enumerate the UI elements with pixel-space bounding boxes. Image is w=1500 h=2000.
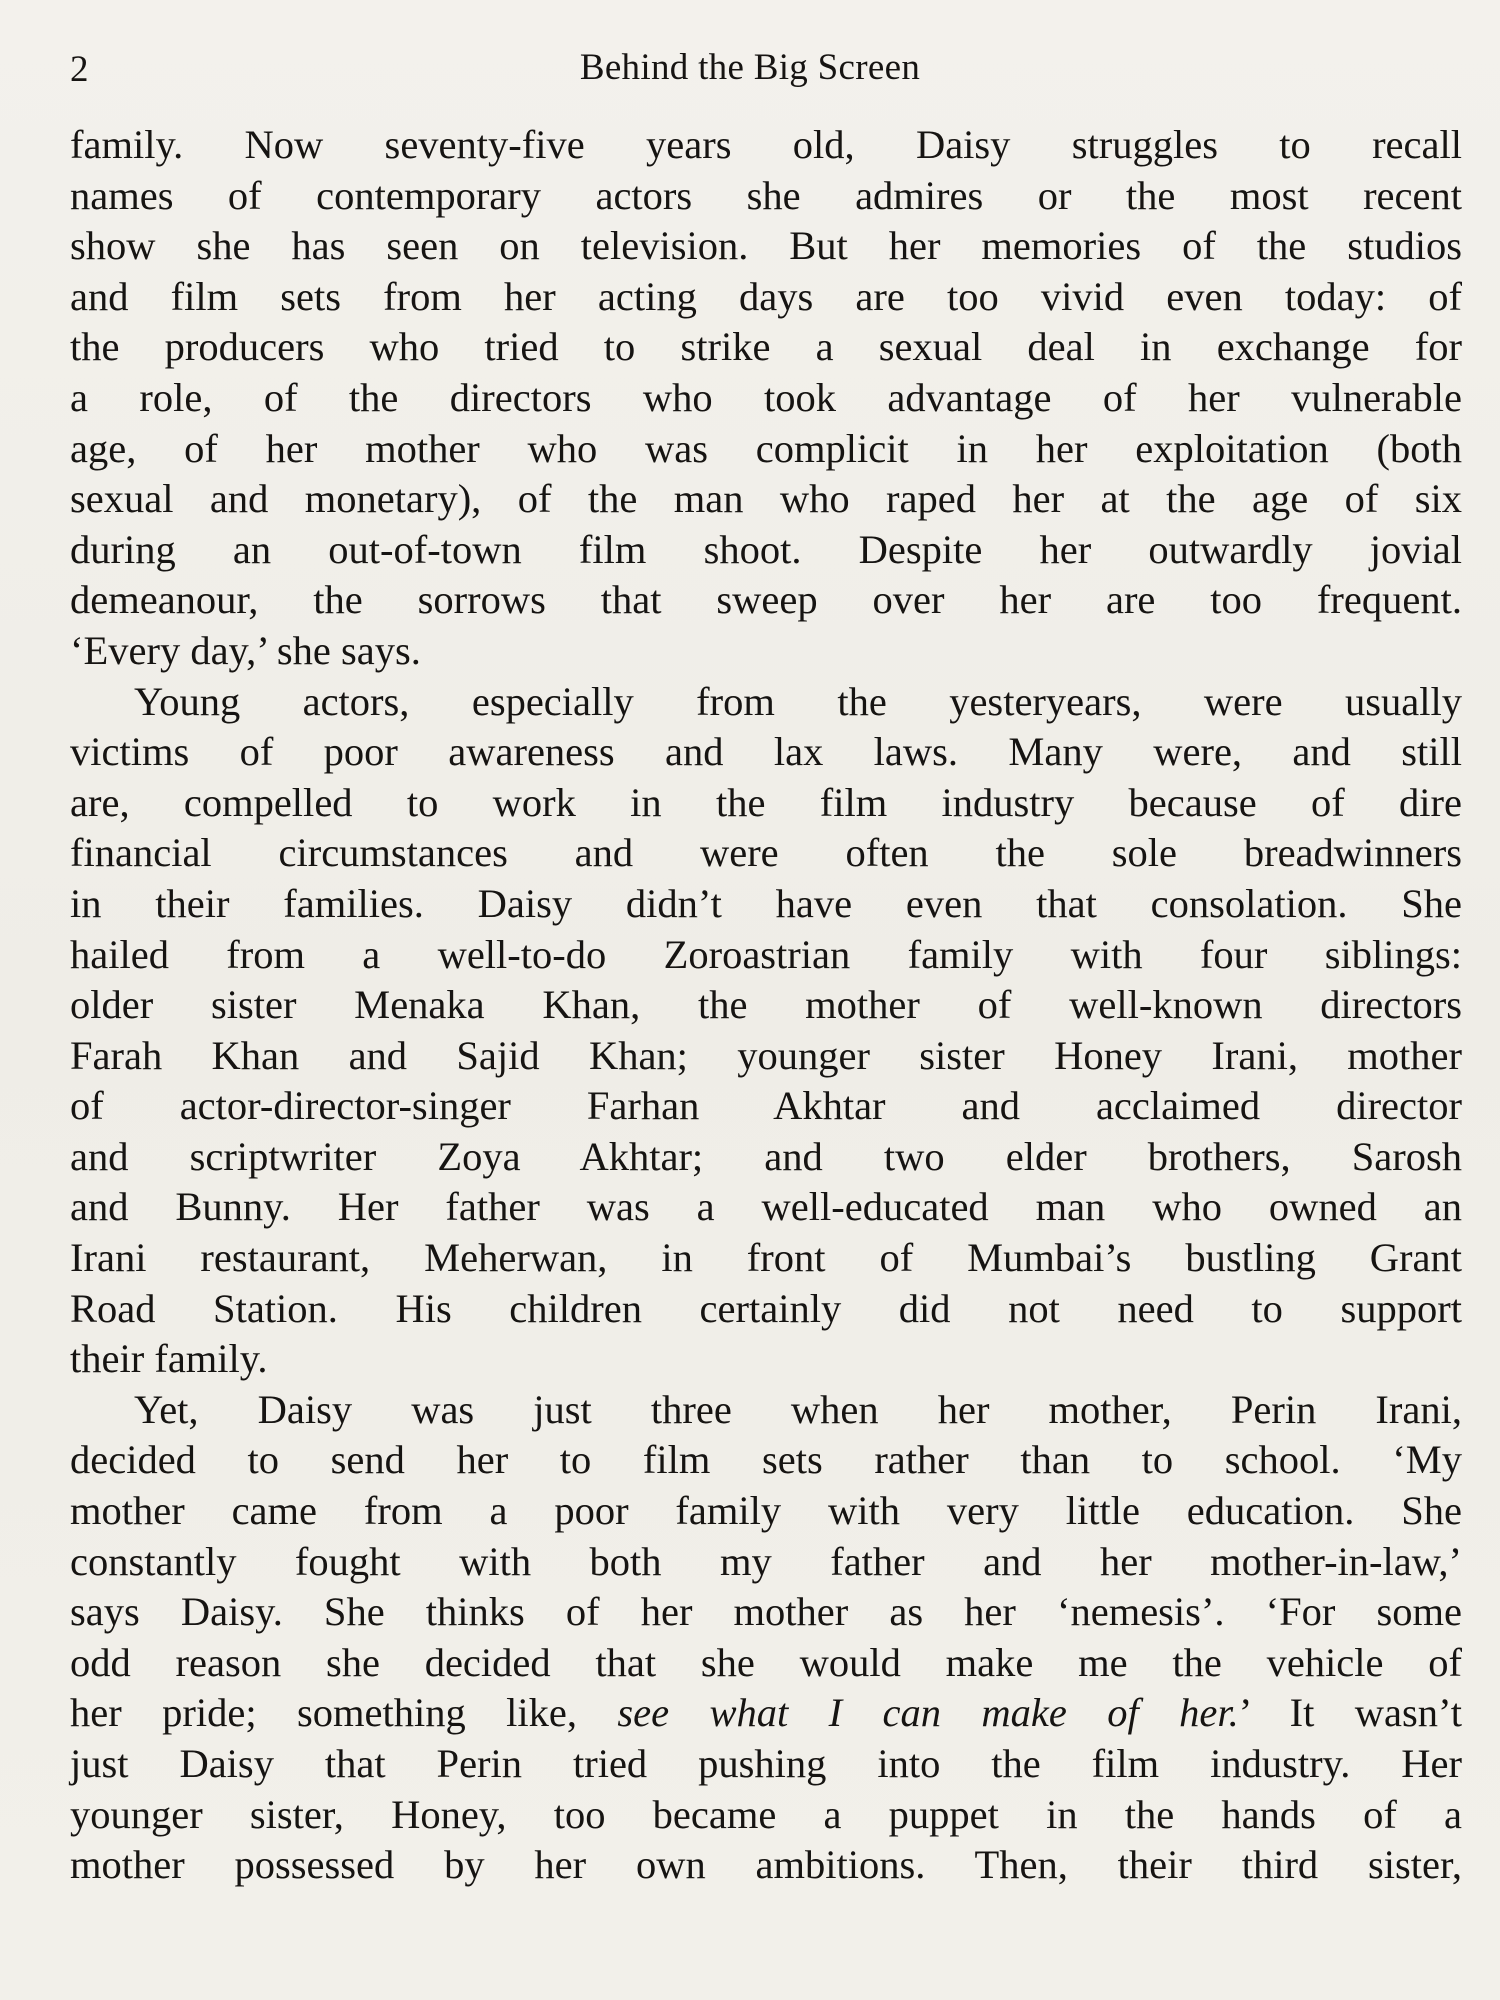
text-segment: her pride; something like, [70,1690,618,1736]
text-line: demeanour, the sorrows that sweep over her are too frequent. [70,577,1462,623]
running-title: Behind the Big Screen [579,47,921,88]
text-line: and film sets from her acting days are too vivid even today: of [70,273,1462,319]
text-line: Young actors, especially from the yesteryears, were usually [134,678,1462,724]
text-line: decided to send her to film sets rather than to school. ‘My [70,1437,1462,1483]
text-line: Road Station. His children certainly did not need to support [70,1285,1462,1331]
text-line: younger sister, Honey, too became a puppet in the hands of a [70,1791,1462,1837]
text-line: Yet, Daisy was just three when her mother, Perin Irani, [134,1386,1462,1432]
text-line-with-italic [70,1688,1462,1739]
text-line: of actor-director-singer Farhan Akhtar and acclaimed director [70,1083,1462,1129]
text-line: Farah Khan and Sajid Khan; younger sister Honey Irani, mother [70,1032,1462,1078]
text-line: Irani restaurant, Meherwan, in front of Mumbai’s bustling Grant [70,1235,1462,1281]
text-line: the producers who tried to strike a sexual deal in exchange for [70,324,1462,370]
page-header [0,40,1500,100]
text-line: financial circumstances and were often the sole breadwinners [70,830,1462,876]
text-line: and scriptwriter Zoya Akhtar; and two elder brothers, Sarosh [70,1133,1462,1179]
text-line: and Bunny. Her father was a well-educated man who owned an [70,1184,1462,1230]
text-line: victims of poor awareness and lax laws. Many were, and still [70,729,1462,775]
text-line: hailed from a well-to-do Zoroastrian family with four siblings: [70,931,1462,977]
text-line: says Daisy. She thinks of her mother as her ‘nemesis’. ‘For some [70,1589,1462,1635]
text-line: ‘Every day,’ she says. [70,627,421,673]
page-number: 2 [70,49,89,90]
italic-quote: see what I can make of her. [617,1690,1239,1736]
text-line: during an out-of-town film shoot. Despite her outwardly jovial [70,526,1462,572]
text-line: a role, of the directors who took advantage of her vulnerable [70,374,1462,420]
text-line: names of contemporary actors she admires or the most recent [70,172,1462,218]
text-line: are, compelled to work in the film industry because of dire [70,779,1462,825]
body-text [70,120,1462,1891]
text-line: sexual and monetary), of the man who raped her at the age of six [70,476,1462,522]
text-line: their family. [70,1336,268,1382]
text-segment: ’ It wasn’t [1238,1690,1463,1736]
text-line: show she has seen on television. But her memories of the studios [70,223,1462,269]
text-line: mother possessed by her own ambitions. Then, their third sister, [70,1842,1462,1888]
text-line: just Daisy that Perin tried pushing into the film industry. Her [70,1741,1462,1786]
text-line: older sister Menaka Khan, the mother of well-known directors [70,982,1462,1028]
text-line: age, of her mother who was complicit in her exploitation (both [70,425,1462,471]
text-line: mother came from a poor family with very little education. She [70,1488,1462,1534]
text-line: in their families. Daisy didn’t have even that consolation. She [70,880,1462,926]
text-line: family. Now seventy-five years old, Daisy struggles to recall [70,122,1462,167]
text-line: constantly fought with both my father and her mother-in-law,’ [70,1538,1462,1584]
text-line: odd reason she decided that she would make me the vehicle of [70,1639,1462,1685]
